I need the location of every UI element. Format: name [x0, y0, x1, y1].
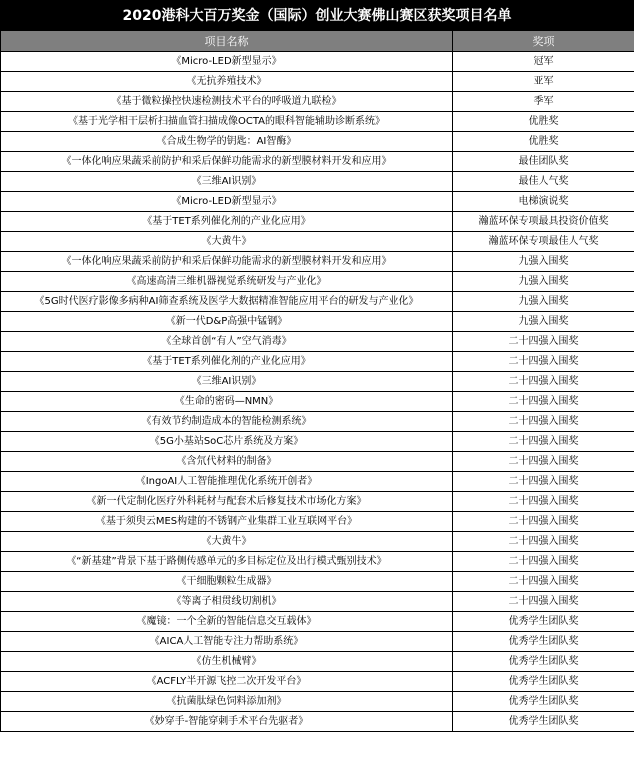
project-name-cell: 《AICA人工智能专注力帮助系统》	[1, 632, 453, 652]
project-name-cell: 《全球首创“有人”空气消毒》	[1, 332, 453, 352]
award-cell: 二十四强入围奖	[453, 492, 634, 512]
project-name-cell: 《基于TET系列催化剂的产业化应用》	[1, 212, 453, 232]
project-name-cell: 《大黄牛》	[1, 532, 453, 552]
table-row	[1, 632, 634, 652]
award-cell: 二十四强入围奖	[453, 332, 634, 352]
table-row	[1, 312, 634, 332]
table-row	[1, 212, 634, 232]
project-name-cell: 《IngoAI人工智能推理优化系统开创者》	[1, 472, 453, 492]
award-cell: 二十四强入围奖	[453, 352, 634, 372]
award-cell: 九强入围奖	[453, 292, 634, 312]
table-row	[1, 452, 634, 472]
award-cell: 电梯演说奖	[453, 192, 634, 212]
project-name-cell: 《高速高清三维机器视觉系统研发与产业化》	[1, 272, 453, 292]
award-cell: 二十四强入围奖	[453, 432, 634, 452]
project-name-cell: 《Micro-LED新型显示》	[1, 52, 453, 72]
table-row	[1, 272, 634, 292]
project-name-cell: 《三维AI识别》	[1, 172, 453, 192]
project-name-cell: 《基于TET系列催化剂的产业化应用》	[1, 352, 453, 372]
award-cell: 优秀学生团队奖	[453, 712, 634, 732]
award-cell: 优秀学生团队奖	[453, 632, 634, 652]
award-cell: 二十四强入围奖	[453, 472, 634, 492]
project-name-cell: 《“新基建”背景下基于路侧传感单元的多目标定位及出行模式甄别技术》	[1, 552, 453, 572]
award-cell: 九强入围奖	[453, 252, 634, 272]
project-name-cell: 《新一代定制化医疗外科耗材与配套术后修复技术市场化方案》	[1, 492, 453, 512]
table-row	[1, 252, 634, 272]
table-row	[1, 712, 634, 732]
project-name-cell: 《含氘代材料的制备》	[1, 452, 453, 472]
project-name-cell: 《Micro-LED新型显示》	[1, 192, 453, 212]
table-row	[1, 652, 634, 672]
award-cell: 二十四强入围奖	[453, 572, 634, 592]
award-cell: 冠军	[453, 52, 634, 72]
table-row	[1, 332, 634, 352]
table-row	[1, 292, 634, 312]
project-name-cell: 《生命的密码—NMN》	[1, 392, 453, 412]
award-cell: 二十四强入围奖	[453, 552, 634, 572]
table-row	[1, 192, 634, 212]
table-row	[1, 592, 634, 612]
award-cell: 九强入围奖	[453, 272, 634, 292]
award-cell: 瀚蓝环保专项最具投资价值奖	[453, 212, 634, 232]
document-title: 2020港科大百万奖金（国际）创业大赛佛山赛区获奖项目名单	[0, 0, 634, 30]
award-cell: 二十四强入围奖	[453, 372, 634, 392]
award-cell: 优胜奖	[453, 132, 634, 152]
table-row	[1, 492, 634, 512]
table-row	[1, 72, 634, 92]
project-name-cell: 《大黄牛》	[1, 232, 453, 252]
project-name-cell: 《5G时代医疗影像多病种AI筛查系统及医学大数据精准智能应用平台的研发与产业化》	[1, 292, 453, 312]
project-name-cell: 《仿生机械臂》	[1, 652, 453, 672]
table-row	[1, 672, 634, 692]
table-row	[1, 172, 634, 192]
award-cell: 九强入围奖	[453, 312, 634, 332]
table-row	[1, 352, 634, 372]
table-row	[1, 432, 634, 452]
project-name-cell: 《5G小基站SoC芯片系统及方案》	[1, 432, 453, 452]
table-row	[1, 392, 634, 412]
project-name-cell: 《有效节约制造成本的智能检测系统》	[1, 412, 453, 432]
table-row	[1, 92, 634, 112]
project-name-cell: 《基于微粒操控快速检测技术平台的呼吸道九联检》	[1, 92, 453, 112]
project-name-cell: 《干细胞颗粒生成器》	[1, 572, 453, 592]
project-name-cell: 《合成生物学的钥匙：AI智酶》	[1, 132, 453, 152]
table-row	[1, 532, 634, 552]
award-cell: 二十四强入围奖	[453, 452, 634, 472]
award-cell: 优胜奖	[453, 112, 634, 132]
column-header-project: 项目名称	[1, 31, 453, 52]
table-row	[1, 692, 634, 712]
table-header-row	[1, 31, 634, 52]
award-table	[0, 30, 634, 732]
table-row	[1, 152, 634, 172]
project-name-cell: 《魔镜：一个全新的智能信息交互载体》	[1, 612, 453, 632]
award-cell: 瀚蓝环保专项最佳人气奖	[453, 232, 634, 252]
table-row	[1, 512, 634, 532]
project-name-cell: 《等离子相贯线切割机》	[1, 592, 453, 612]
award-cell: 二十四强入围奖	[453, 512, 634, 532]
table-row	[1, 52, 634, 72]
table-row	[1, 112, 634, 132]
project-name-cell: 《抗菌肽绿色饲料添加剂》	[1, 692, 453, 712]
project-name-cell: 《一体化响应果蔬采前防护和采后保鲜功能需求的新型膜材料开发和应用》	[1, 152, 453, 172]
award-cell: 优秀学生团队奖	[453, 692, 634, 712]
award-cell: 季军	[453, 92, 634, 112]
award-cell: 最佳团队奖	[453, 152, 634, 172]
award-cell: 二十四强入围奖	[453, 412, 634, 432]
table-row	[1, 132, 634, 152]
award-cell: 优秀学生团队奖	[453, 612, 634, 632]
table-row	[1, 372, 634, 392]
project-name-cell: 《妙穿手-智能穿刺手术平台先驱者》	[1, 712, 453, 732]
table-row	[1, 612, 634, 632]
award-cell: 二十四强入围奖	[453, 592, 634, 612]
project-name-cell: 《基于光学相干层析扫描血管扫描成像OCTA的眼科智能辅助诊断系统》	[1, 112, 453, 132]
table-row	[1, 232, 634, 252]
award-cell: 优秀学生团队奖	[453, 652, 634, 672]
project-name-cell: 《基于须臾云MES构建的不锈钢产业集群工业互联网平台》	[1, 512, 453, 532]
table-row	[1, 412, 634, 432]
column-header-award: 奖项	[453, 31, 634, 52]
table-row	[1, 552, 634, 572]
award-cell: 优秀学生团队奖	[453, 672, 634, 692]
project-name-cell: 《无抗养殖技术》	[1, 72, 453, 92]
project-name-cell: 《新一代D&P高强中锰钢》	[1, 312, 453, 332]
award-cell: 亚军	[453, 72, 634, 92]
award-cell: 最佳人气奖	[453, 172, 634, 192]
table-row	[1, 472, 634, 492]
project-name-cell: 《三维AI识别》	[1, 372, 453, 392]
project-name-cell: 《一体化响应果蔬采前防护和采后保鲜功能需求的新型膜材料开发和应用》	[1, 252, 453, 272]
project-name-cell: 《ACFLY半开源飞控二次开发平台》	[1, 672, 453, 692]
award-cell: 二十四强入围奖	[453, 532, 634, 552]
table-row	[1, 572, 634, 592]
award-cell: 二十四强入围奖	[453, 392, 634, 412]
